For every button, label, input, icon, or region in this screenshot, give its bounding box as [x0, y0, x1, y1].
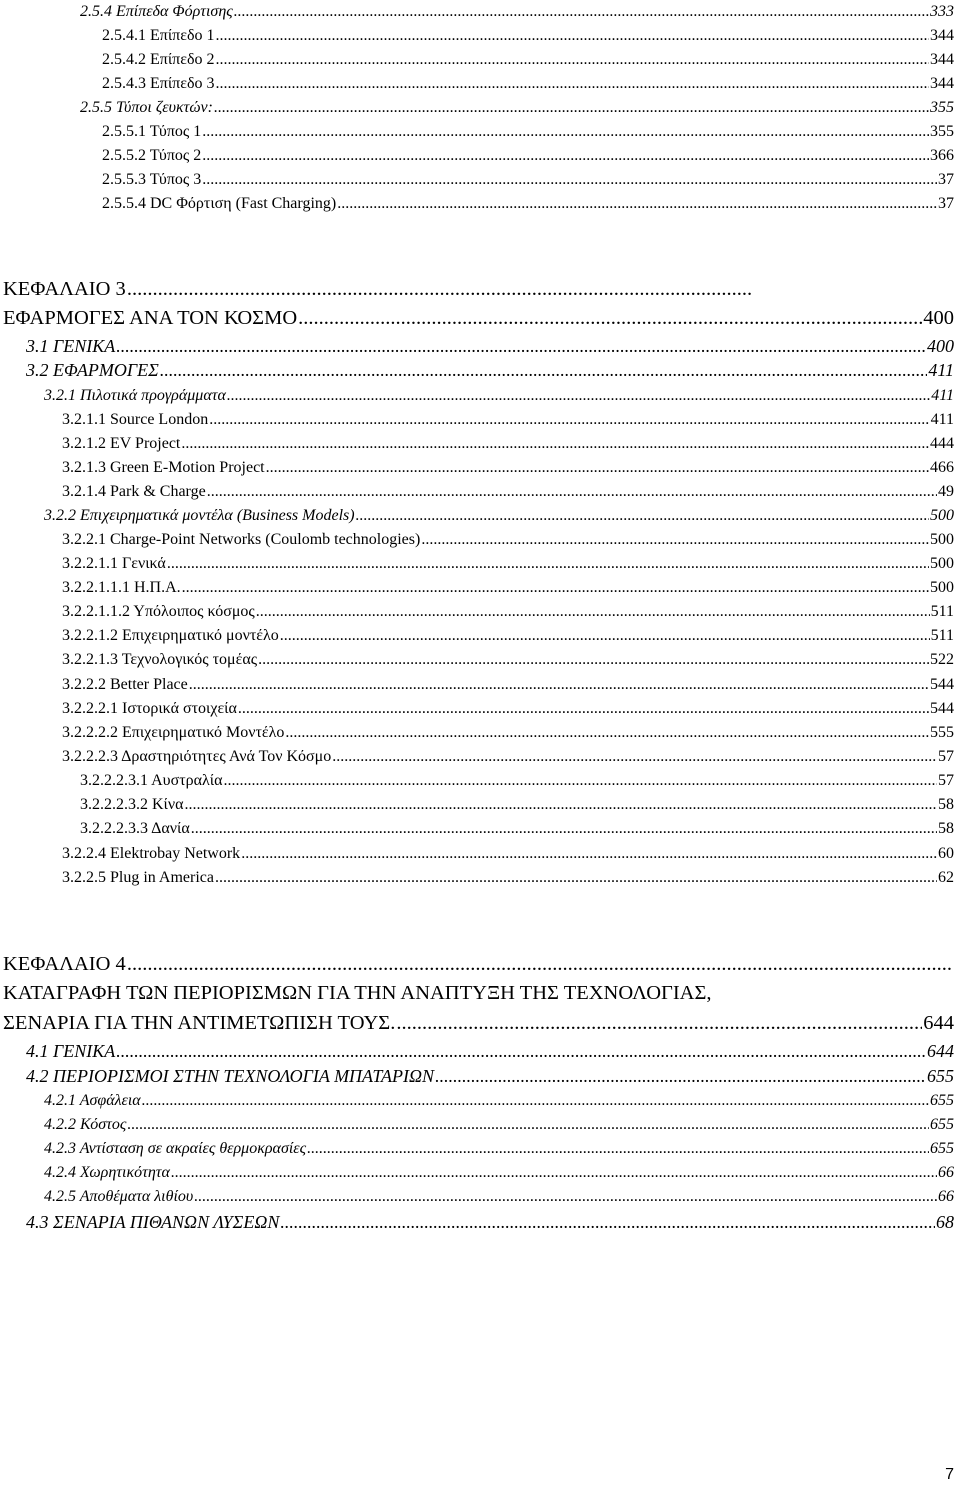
toc-entry-label: 3.2.1 Πιλοτικά προγράμματα	[44, 387, 226, 404]
toc-entry[interactable]	[80, 100, 954, 116]
toc-entry-label: 3.2.2.1 Charge-Point Networks (Coulomb technologies)	[62, 531, 421, 548]
toc-leader-dots	[285, 725, 929, 741]
toc-entry-label: 4.2.4 Χωρητικότητα	[44, 1164, 170, 1181]
toc-entry-label: 4.2.5 Αποθέματα λιθίου	[44, 1188, 194, 1205]
toc-entry[interactable]	[80, 797, 954, 813]
toc-leader-dots	[209, 412, 929, 428]
toc-leader-dots	[223, 773, 937, 789]
toc-entry[interactable]	[62, 677, 954, 693]
chapter-subtitle[interactable]	[3, 308, 954, 329]
toc-entry-page: 500	[930, 555, 954, 572]
toc-entry[interactable]	[44, 508, 954, 524]
page-number: 7	[945, 1466, 954, 1483]
toc-entry[interactable]	[80, 821, 954, 837]
toc-entry-label: 2.5.4.2 Επίπεδο 2	[102, 51, 215, 68]
toc-entry-page: 411	[928, 360, 954, 380]
toc-entry[interactable]	[102, 172, 954, 188]
toc-leader-dots	[227, 388, 930, 404]
toc-leader-dots	[160, 361, 928, 379]
toc-entry-label: 4.3 ΣΕΝΑΡΙΑ ΠΙΘΑΝΩΝ ΛΥΣΕΩΝ	[26, 1212, 280, 1232]
toc-leader-dots	[189, 677, 929, 693]
toc-entry-page: 355	[930, 123, 954, 140]
toc-leader-dots	[202, 172, 937, 188]
toc-entry-label: 3.2.1.4 Park & Charge	[62, 483, 206, 500]
toc-entry[interactable]	[44, 1141, 954, 1157]
toc-entry-page: 344	[930, 27, 954, 44]
toc-entry-label: 3.2.2.2.3.3 Δανία	[80, 820, 190, 837]
toc-leader-dots	[127, 954, 953, 975]
toc-entry-label: 3.2 ΕΦΑΡΜΟΓΕΣ	[26, 360, 159, 380]
toc-leader-dots	[396, 1013, 922, 1034]
toc-entry-label: 3.2.2.1.3 Τεχνολογικός τομέας	[62, 651, 258, 668]
toc-entry-page: 544	[930, 676, 954, 693]
toc-entry-label: 3.2.2.4 Elektrobay Network	[62, 845, 241, 862]
toc-entry-label: 3.2.1.2 EV Project	[62, 435, 181, 452]
toc-entry-label: 4.2.1 Ασφάλεια	[44, 1092, 141, 1109]
toc-entry-page: 655	[930, 1116, 954, 1133]
chapter-title: ΚΕΦΑΛΑΙΟ 4	[3, 953, 126, 975]
toc-entry[interactable]	[62, 532, 954, 548]
toc-entry-page: 511	[930, 627, 954, 644]
toc-entry-page: 58	[938, 796, 954, 813]
toc-entry[interactable]	[62, 436, 954, 452]
toc-leader-dots	[421, 532, 929, 548]
toc-entry-page: 68	[936, 1212, 954, 1232]
toc-leader-dots	[307, 1141, 929, 1157]
toc-entry-page: 555	[930, 724, 954, 741]
toc-entry[interactable]	[102, 52, 954, 68]
chapter-subtitle-label: ΣΕΝΑΡΙΑ ΓΙΑ ΤΗΝ ΑΝΤΙΜΕΤΩΠΙΣΗ ΤΟΥΣ.	[3, 1012, 396, 1034]
toc-leader-dots	[280, 1213, 935, 1231]
toc-entry[interactable]	[44, 1093, 954, 1109]
toc-entry-page: 355	[930, 99, 954, 116]
toc-entry-label: 2.5.4 Επίπεδα Φόρτισης	[80, 3, 233, 20]
toc-entry-page: 60	[938, 845, 954, 862]
toc-leader-dots	[182, 580, 929, 596]
toc-entry[interactable]	[102, 124, 954, 140]
toc-entry-page: 655	[930, 1092, 954, 1109]
toc-leader-dots	[214, 100, 929, 116]
toc-leader-dots	[191, 821, 937, 837]
toc-entry-page: 344	[930, 75, 954, 92]
toc-entry-label: 4.2.3 Αντίσταση σε ακραίες θερμοκρασίες	[44, 1140, 307, 1157]
toc-leader-dots	[238, 701, 929, 717]
toc-entry[interactable]	[62, 460, 954, 476]
toc-entry[interactable]	[80, 4, 954, 20]
toc-entry[interactable]	[26, 1042, 954, 1060]
toc-leader-dots	[142, 1093, 929, 1109]
toc-entry-label: 3.2.2.1.1.2 Υπόλοιπος κόσμος	[62, 603, 255, 620]
toc-entry[interactable]	[44, 1165, 954, 1181]
toc-entry[interactable]	[26, 1067, 954, 1085]
toc-entry[interactable]	[102, 76, 954, 92]
toc-entry[interactable]	[62, 846, 954, 862]
toc-entry[interactable]	[62, 412, 954, 428]
toc-entry-page: 62	[938, 869, 954, 886]
toc-entry-page: 58	[938, 820, 954, 837]
toc-leader-dots	[207, 484, 937, 500]
toc-entry-label: 2.5.5.2 Τύπος 2	[102, 147, 202, 164]
toc-entry-label: 2.5.5.1 Τύπος 1	[102, 123, 202, 140]
toc-entry-page: 37	[938, 171, 954, 188]
toc-entry-page: 644	[923, 1012, 954, 1034]
chapter-subtitle-label: ΕΦΑΡΜΟΓΕΣ ΑΝΑ ΤΟΝ ΚΟΣΜΟ	[3, 307, 298, 329]
chapter-heading[interactable]	[3, 279, 752, 300]
toc-entry-page: 466	[930, 459, 954, 476]
toc-entry-label: 3.2.2.2.2 Επιχειρηματικό Μοντέλο	[62, 724, 285, 741]
toc-entry-page: 644	[927, 1041, 954, 1061]
toc-leader-dots	[216, 76, 930, 92]
toc-entry[interactable]	[62, 556, 954, 572]
toc-entry-page: 366	[930, 147, 954, 164]
toc-entry-page: 344	[930, 51, 954, 68]
toc-entry-page: 400	[927, 336, 954, 356]
toc-leader-dots	[256, 604, 930, 620]
toc-entry-label: 4.2.2 Κόστος	[44, 1116, 127, 1133]
toc-leader-dots	[332, 749, 937, 765]
toc-entry-page: 511	[930, 603, 954, 620]
toc-leader-dots	[184, 797, 937, 813]
toc-entry[interactable]	[102, 148, 954, 164]
toc-entry[interactable]	[62, 628, 954, 644]
toc-entry-label: 3.2.2.1.1 Γενικά	[62, 555, 166, 572]
toc-entry[interactable]	[80, 773, 954, 789]
toc-entry-label: 4.1 ΓΕΝΙΚΑ	[26, 1041, 116, 1061]
toc-entry-page: 66	[938, 1188, 954, 1205]
toc-entry-page: 500	[930, 507, 954, 524]
toc-entry[interactable]	[44, 1189, 954, 1205]
toc-entry-page: 444	[930, 435, 954, 452]
toc-leader-dots	[280, 628, 930, 644]
toc-leader-dots	[435, 1067, 926, 1085]
chapter-subtitle[interactable]	[3, 1013, 954, 1034]
toc-entry[interactable]	[26, 337, 954, 355]
toc-entry-label: 3.2.2.1.1.1 Η.Π.Α.	[62, 579, 181, 596]
toc-entry-page: 522	[930, 651, 954, 668]
toc-entry-label: 2.5.5 Τύποι ζευκτών:	[80, 99, 213, 116]
toc-leader-dots	[194, 1189, 937, 1205]
chapter-subtitle[interactable]: ΚΑΤΑΓΡΑΦΗ ΤΩΝ ΠΕΡΙΟΡΙΣΜΩΝ ΓΙΑ ΤΗΝ ΑΝΑΠΤΥΞΗ ΤΗΣ ΤΕΧΝΟΛΟΓΙΑΣ,	[3, 982, 712, 1004]
toc-entry-page: 49	[938, 483, 954, 500]
toc-entry[interactable]	[62, 604, 954, 620]
toc-entry-label: 2.5.5.4 DC Φόρτιση (Fast Charging)	[102, 195, 337, 212]
toc-entry[interactable]	[62, 652, 954, 668]
toc-leader-dots	[216, 52, 930, 68]
toc-entry-label: 2.5.4.1 Επίπεδο 1	[102, 27, 215, 44]
toc-leader-dots	[127, 1117, 929, 1133]
chapter-title: ΚΕΦΑΛΑΙΟ 3	[3, 278, 126, 300]
toc-entry-label: 2.5.5.3 Τύπος 3	[102, 171, 202, 188]
toc-entry[interactable]	[62, 749, 954, 765]
toc-entry-label: 3.2.2.2.3.2 Κίνα	[80, 796, 184, 813]
toc-entry-label: 3.2.2.2.3 Δραστηριότητες Ανά Τον Κόσμο	[62, 748, 332, 765]
toc-entry-label: 2.5.4.3 Επίπεδο 3	[102, 75, 215, 92]
toc-entry-page: 500	[930, 579, 954, 596]
toc-leader-dots	[167, 556, 929, 572]
toc-leader-dots	[337, 196, 937, 212]
toc-leader-dots	[234, 4, 929, 20]
toc-entry-page: 655	[927, 1066, 954, 1086]
toc-entry[interactable]	[102, 196, 954, 212]
toc-leader-dots	[215, 870, 937, 886]
toc-entry-label: 3.2.2.5 Plug in America	[62, 869, 214, 886]
toc-entry-page: 544	[930, 700, 954, 717]
toc-entry[interactable]	[26, 1213, 954, 1231]
toc-leader-dots	[266, 460, 929, 476]
toc-entry[interactable]	[62, 484, 954, 500]
toc-entry-label: 3.2.2.1.2 Επιχειρηματικό μοντέλο	[62, 627, 279, 644]
toc-entry[interactable]	[44, 388, 954, 404]
toc-entry[interactable]	[62, 725, 954, 741]
toc-entry[interactable]	[62, 870, 954, 886]
toc-entry-page: 333	[930, 3, 954, 20]
toc-entry-label: 3.2.2.2.1 Ιστορικά στοιχεία	[62, 700, 237, 717]
toc-leader-dots	[202, 148, 929, 164]
toc-leader-dots	[181, 436, 929, 452]
toc-entry-label: 3.2.2 Επιχειρηματικά μοντέλα (Business Models)	[44, 507, 355, 524]
toc-leader-dots	[241, 846, 937, 862]
toc-entry-label: 3.2.1.1 Source London	[62, 411, 209, 428]
toc-leader-dots	[127, 279, 751, 300]
toc-entry-page: 37	[938, 195, 954, 212]
toc-entry-page: 655	[930, 1140, 954, 1157]
toc-leader-dots	[116, 1042, 926, 1060]
toc-entry[interactable]	[62, 580, 954, 596]
toc-leader-dots	[258, 652, 929, 668]
toc-entry[interactable]	[102, 28, 954, 44]
toc-leader-dots	[202, 124, 929, 140]
toc-leader-dots	[356, 508, 929, 524]
toc-leader-dots	[216, 28, 930, 44]
toc-entry-page: 400	[923, 307, 954, 329]
toc-leader-dots	[116, 337, 926, 355]
toc-entry-label: 3.2.2.2.3.1 Αυστραλία	[80, 772, 223, 789]
toc-entry[interactable]	[62, 701, 954, 717]
toc-entry-label: 3.2.2.2 Better Place	[62, 676, 188, 693]
toc-entry-page: 411	[931, 387, 954, 404]
toc-entry-label: 3.2.1.3 Green E-Motion Project	[62, 459, 265, 476]
toc-entry-page: 411	[930, 411, 954, 428]
toc-leader-dots	[171, 1165, 937, 1181]
toc-entry-label: 3.1 ΓΕΝΙΚΑ	[26, 336, 116, 356]
chapter-heading[interactable]	[3, 954, 954, 975]
toc-entry-page: 500	[930, 531, 954, 548]
toc-leader-dots	[298, 308, 922, 329]
toc-entry-page: 66	[938, 1164, 954, 1181]
toc-entry-page: 57	[938, 748, 954, 765]
toc-entry-label: 4.2 ΠΕΡΙΟΡΙΣΜΟΙ ΣΤΗΝ ΤΕΧΝΟΛΟΓΙΑ ΜΠΑΤΑΡΙΩΝ	[26, 1066, 435, 1086]
toc-entry-page: 57	[938, 772, 954, 789]
toc-entry[interactable]	[44, 1117, 954, 1133]
toc-entry[interactable]	[26, 361, 954, 379]
